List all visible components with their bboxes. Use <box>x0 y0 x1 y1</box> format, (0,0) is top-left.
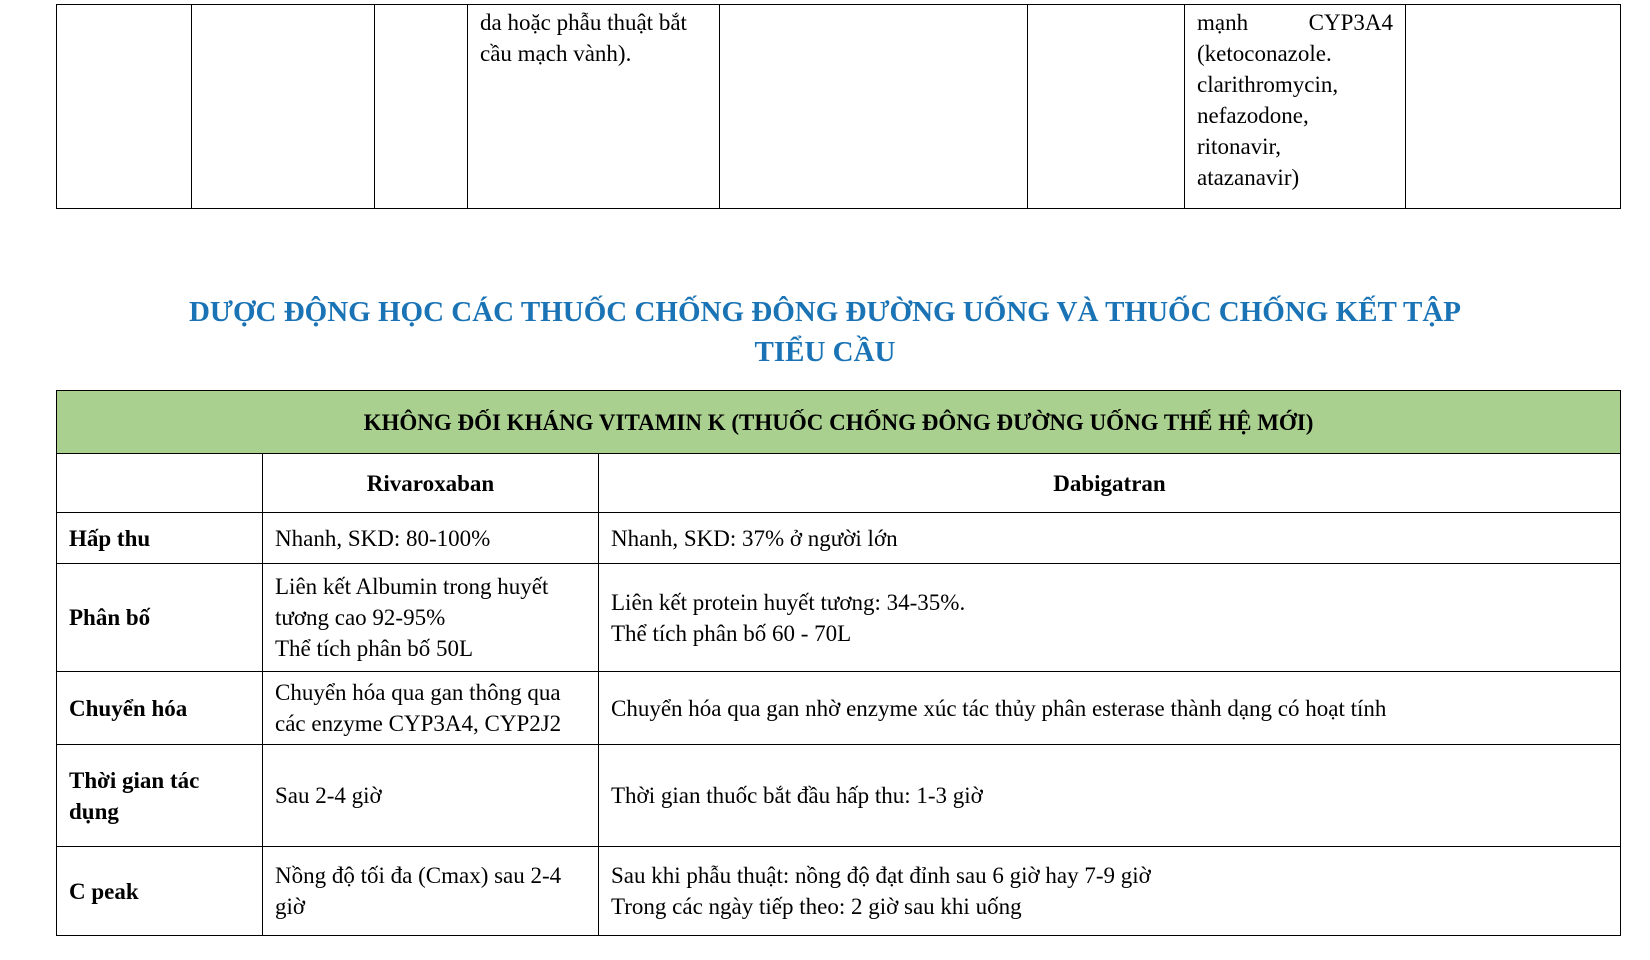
table-row <box>57 513 1621 564</box>
table-cell: Liên kết protein huyết tương: 34-35%. Thể tích phân bố 60 - 70L <box>599 564 1621 672</box>
table-cell: Liên kết Albumin trong huyết tương cao 92-95% Thể tích phân bố 50L <box>263 564 599 672</box>
table-cell: da hoặc phẫu thuật bắt cầu mạch vành). <box>468 5 720 209</box>
table-cell <box>57 5 192 209</box>
table-cell <box>1185 5 1406 209</box>
table-cell <box>375 5 468 209</box>
table-cell: Chuyển hóa qua gan nhờ enzyme xúc tác thủy phân esterase thành dạng có hoạt tính <box>599 672 1621 745</box>
cell-first-line <box>1197 7 1393 38</box>
table-header-row <box>57 454 1621 513</box>
table-row <box>57 847 1621 936</box>
cell-text: mạnh <box>1197 10 1249 35</box>
table-cell: Nhanh, SKD: 37% ở người lớn <box>599 513 1621 564</box>
table-cell <box>1028 5 1185 209</box>
row-label: Chuyển hóa <box>57 672 263 745</box>
column-header-dabigatran: Dabigatran <box>599 454 1621 513</box>
heading-line-2: TIỂU CẦU <box>754 336 896 368</box>
table-row <box>57 5 1621 209</box>
pharmacokinetics-table <box>56 390 1621 936</box>
heading-line-1: DƯỢC ĐỘNG HỌC CÁC THUỐC CHỐNG ĐÔNG ĐƯỜNG UỐNG VÀ THUỐC CHỐNG KẾT TẬP <box>188 296 1462 328</box>
row-label: Thời gian tác dụng <box>57 745 263 847</box>
row-label: Hấp thu <box>57 513 263 564</box>
table-banner: KHÔNG ĐỐI KHÁNG VITAMIN K (THUỐC CHỐNG ĐÔNG ĐƯỜNG UỐNG THẾ HỆ MỚI) <box>57 391 1621 454</box>
row-label: C peak <box>57 847 263 936</box>
table-row <box>57 564 1621 672</box>
table-cell: Sau 2-4 giờ <box>263 745 599 847</box>
section-heading <box>56 292 1594 372</box>
cell-text: (ketoconazole. clarithromycin, nefazodone, ritonavir, atazanavir) <box>1197 41 1339 190</box>
column-header-rivaroxaban: Rivaroxaban <box>263 454 599 513</box>
table-cell: Nồng độ tối đa (Cmax) sau 2-4 giờ <box>263 847 599 936</box>
continued-table <box>56 4 1621 209</box>
table-cell <box>720 5 1028 209</box>
table-cell: Thời gian thuốc bắt đầu hấp thu: 1-3 giờ <box>599 745 1621 847</box>
table-row <box>57 672 1621 745</box>
table-cell <box>1406 5 1621 209</box>
table-cell: Chuyển hóa qua gan thông qua các enzyme CYP3A4, CYP2J2 <box>263 672 599 745</box>
cell-text: CYP3A4 <box>1308 10 1393 35</box>
column-header <box>57 454 263 513</box>
table-row <box>57 745 1621 847</box>
table-banner-row <box>57 391 1621 454</box>
table-cell: Nhanh, SKD: 80-100% <box>263 513 599 564</box>
row-label: Phân bố <box>57 564 263 672</box>
table-cell <box>192 5 375 209</box>
table-cell: Sau khi phẫu thuật: nồng độ đạt đỉnh sau 6 giờ hay 7-9 giờ Trong các ngày tiếp theo: 2 giờ sau khi uống <box>599 847 1621 936</box>
